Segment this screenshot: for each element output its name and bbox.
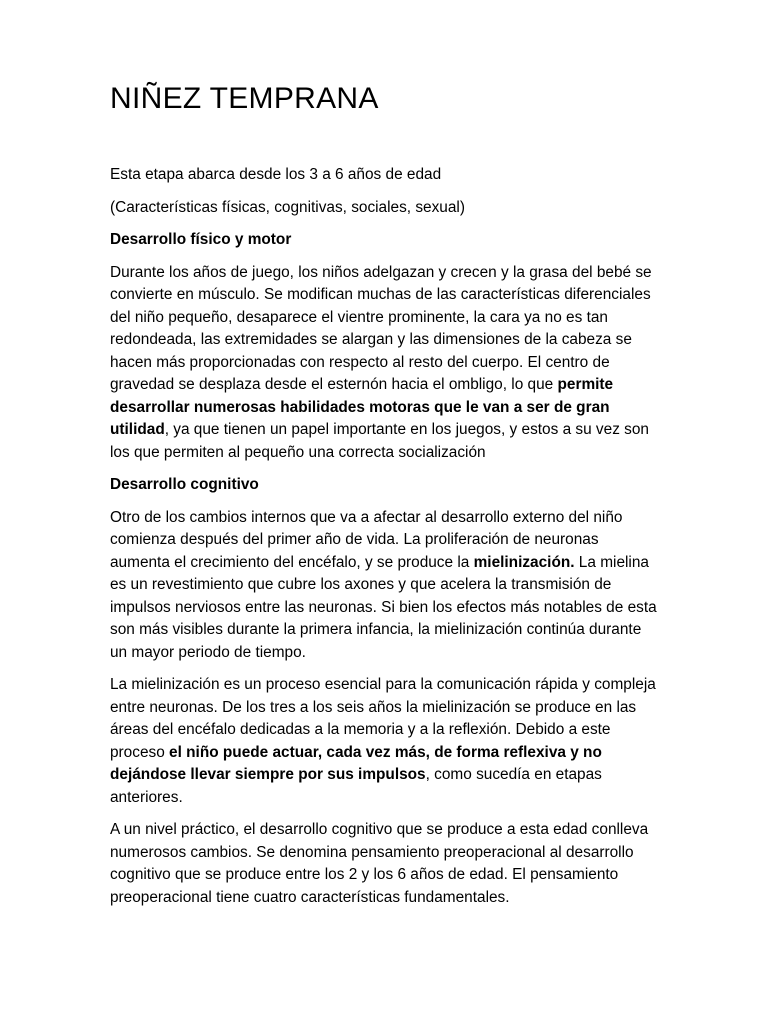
page-title: NIÑEZ TEMPRANA xyxy=(110,82,379,115)
intro-paragraph: Esta etapa abarca desde los 3 a 6 años de edad xyxy=(110,166,442,183)
physical-text-a: Durante los años de juego, los niños adelgazan y crecen y la grasa del bebé se convierte en músculo. Se modifican muchas de las características diferenciales del niño pequeño, desaparece el vientre prominente, la cara ya no es tan redondeada, las extremidades se alargan y las dimensiones de la cabeza se hacen más proporcionadas con respecto al resto del cuerpo. El centro de gravedad se desplaza desde el esternón hacia el ombligo, lo que xyxy=(110,263,652,393)
cognitive-p1-text-a: Otro de los cambios internos que va a afectar al desarrollo externo del niño comienza después del primer año de vida. La proliferación de neuronas aumenta el crecimiento del encéfalo, y se produce la xyxy=(110,508,623,571)
cognitive-p2-text-a: La mielinización es un proceso esencial para la comunicación rápida y compleja entre neuronas. De los tres a los seis años la mielinización se produce en las áreas del encéfalo dedicadas a la memoria y a la reflexión. Debido a este proceso xyxy=(110,676,656,761)
cognitive-p2-text-b: , como sucedía en etapas anteriores. xyxy=(110,766,602,806)
cognitive-heading-text: Desarrollo cognitivo xyxy=(110,476,259,493)
physical-paragraph xyxy=(110,262,662,465)
document-body xyxy=(110,164,662,919)
physical-text-b: , ya que tienen un papel importante en los juegos, y estos a su vez son los que permiten al pequeño una correcta socialización xyxy=(110,421,649,461)
cognitive-paragraph-3: A un nivel práctico, el desarrollo cognitivo que se produce a esta edad conlleva numerosos cambios. Se denomina pensamiento preoperacional al desarrollo cognitivo que se produce entre los 2 y los 6 años de edad. El pensamiento preoperacional tiene cuatro características fundamentales. xyxy=(110,821,649,906)
cognitive-heading xyxy=(110,474,662,497)
cognitive-paragraph-2 xyxy=(110,674,662,809)
cognitive-p2-bold: el niño puede actuar, cada vez más, de forma reflexiva y no dejándose llevar siempre por sus impulsos xyxy=(110,743,602,783)
physical-heading xyxy=(110,229,662,252)
physical-heading-text: Desarrollo físico y motor xyxy=(110,231,292,248)
physical-bold-text: permite desarrollar numerosas habilidades motoras que le van a ser de gran utilidad xyxy=(110,376,614,438)
cognitive-p1-text-b: La mielina es un revestimiento que cubre los axones y que acelera la transmisión de impulsos nerviosos entre las neuronas. Si bien los efectos más notables de esta son más visibles durante la primera infancia, la mielinización continúa durante un mayor periodo de tiempo. xyxy=(110,553,657,661)
characteristics-paragraph: (Características físicas, cognitivas, sociales, sexual) xyxy=(110,198,465,216)
cognitive-p1-bold: mielinización. xyxy=(473,553,575,571)
cognitive-paragraph-1 xyxy=(110,507,662,665)
